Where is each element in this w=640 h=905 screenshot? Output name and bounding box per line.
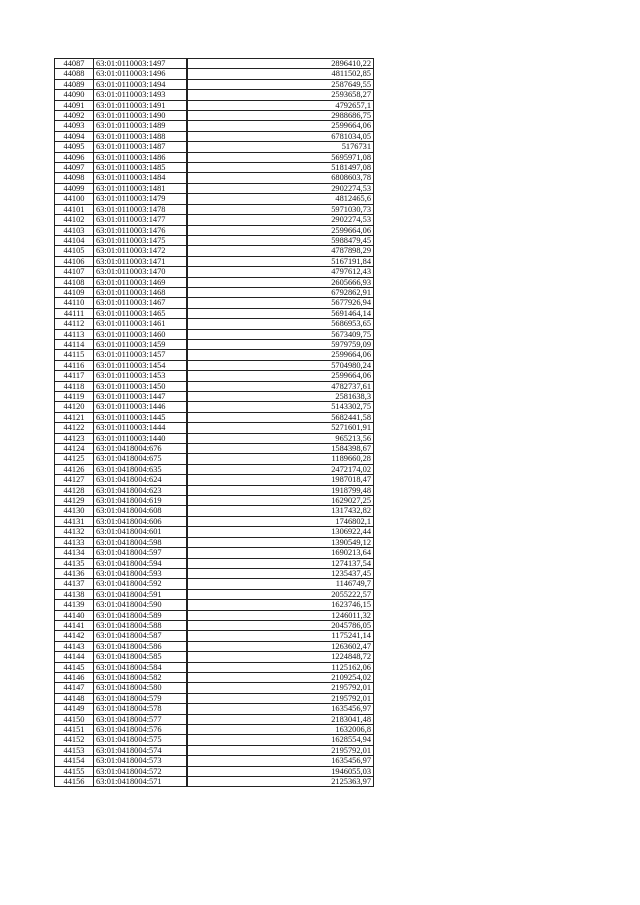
table-row <box>55 423 374 433</box>
cadastral-value-cell: 5691464,14 <box>187 308 374 318</box>
table-row <box>55 777 374 787</box>
row-number-cell: 44104 <box>55 235 94 245</box>
table-row <box>55 704 374 714</box>
row-number-cell: 44100 <box>55 194 94 204</box>
row-number-cell: 44122 <box>55 423 94 433</box>
row-number-cell: 44145 <box>55 662 94 672</box>
cadastral-value-cell: 965213,56 <box>187 433 374 443</box>
cadastral-value-cell: 1235437,45 <box>187 568 374 578</box>
cadastral-number-cell: 63:01:0110003:1489 <box>94 121 188 131</box>
cadastral-value-cell: 2599664,06 <box>187 371 374 381</box>
cadastral-number-cell: 63:01:0418004:577 <box>94 714 188 724</box>
table-body <box>55 59 374 787</box>
cadastral-value-cell: 5167191,84 <box>187 256 374 266</box>
cadastral-number-cell: 63:01:0418004:588 <box>94 620 188 630</box>
row-number-cell: 44141 <box>55 620 94 630</box>
cadastral-number-cell: 63:01:0110003:1479 <box>94 194 188 204</box>
cadastral-value-cell: 4782737,61 <box>187 381 374 391</box>
cadastral-value-cell: 4812465,6 <box>187 194 374 204</box>
table-row <box>55 173 374 183</box>
cadastral-value-cell: 5677926,94 <box>187 298 374 308</box>
table-row <box>55 319 374 329</box>
table-row <box>55 454 374 464</box>
row-number-cell: 44099 <box>55 183 94 193</box>
table-row <box>55 756 374 766</box>
row-number-cell: 44149 <box>55 704 94 714</box>
row-number-cell: 44146 <box>55 672 94 682</box>
cadastral-value-cell: 1946055,03 <box>187 766 374 776</box>
table-row <box>55 329 374 339</box>
cadastral-value-cell: 1623746,15 <box>187 600 374 610</box>
table-row <box>55 745 374 755</box>
cadastral-number-cell: 63:01:0110003:1493 <box>94 90 188 100</box>
cadastral-value-cell: 6808603,78 <box>187 173 374 183</box>
table-row <box>55 516 374 526</box>
row-number-cell: 44155 <box>55 766 94 776</box>
cadastral-value-cell: 1146749,7 <box>187 579 374 589</box>
table-row <box>55 485 374 495</box>
row-number-cell: 44136 <box>55 568 94 578</box>
cadastral-value-cell: 1246011,32 <box>187 610 374 620</box>
table-row <box>55 766 374 776</box>
cadastral-number-cell: 63:01:0110003:1447 <box>94 392 188 402</box>
table-row <box>55 100 374 110</box>
table-row <box>55 600 374 610</box>
cadastral-value-cell: 2195792,01 <box>187 745 374 755</box>
table-row <box>55 641 374 651</box>
cadastral-number-cell: 63:01:0110003:1453 <box>94 371 188 381</box>
document-page <box>54 58 374 787</box>
table-row <box>55 464 374 474</box>
table-row <box>55 537 374 547</box>
cadastral-value-cell: 1690213,64 <box>187 548 374 558</box>
cadastral-value-cell: 6781034,05 <box>187 131 374 141</box>
row-number-cell: 44139 <box>55 600 94 610</box>
table-row <box>55 79 374 89</box>
cadastral-number-cell: 63:01:0418004:585 <box>94 652 188 662</box>
table-row <box>55 725 374 735</box>
cadastral-number-cell: 63:01:0418004:624 <box>94 475 188 485</box>
row-number-cell: 44129 <box>55 496 94 506</box>
cadastral-value-cell: 2109254,02 <box>187 672 374 682</box>
row-number-cell: 44152 <box>55 735 94 745</box>
cadastral-value-cell: 1189660,28 <box>187 454 374 464</box>
row-number-cell: 44091 <box>55 100 94 110</box>
cadastral-value-cell: 5695971,08 <box>187 152 374 162</box>
cadastral-value-cell: 1987018,47 <box>187 475 374 485</box>
table-row <box>55 183 374 193</box>
cadastral-number-cell: 63:01:0418004:584 <box>94 662 188 672</box>
cadastral-number-cell: 63:01:0110003:1461 <box>94 319 188 329</box>
cadastral-value-cell: 2599664,06 <box>187 350 374 360</box>
table-row <box>55 568 374 578</box>
cadastral-value-cell: 1390549,12 <box>187 537 374 547</box>
table-row <box>55 152 374 162</box>
cadastral-number-cell: 63:01:0418004:597 <box>94 548 188 558</box>
table-row <box>55 267 374 277</box>
cadastral-number-cell: 63:01:0110003:1472 <box>94 246 188 256</box>
cadastral-number-cell: 63:01:0110003:1471 <box>94 256 188 266</box>
cadastral-value-cell: 1918799,48 <box>187 485 374 495</box>
cadastral-number-cell: 63:01:0110003:1460 <box>94 329 188 339</box>
table-row <box>55 204 374 214</box>
cadastral-value-cell: 1317432,82 <box>187 506 374 516</box>
cadastral-value-cell: 2581638,3 <box>187 392 374 402</box>
row-number-cell: 44111 <box>55 308 94 318</box>
row-number-cell: 44150 <box>55 714 94 724</box>
table-row <box>55 90 374 100</box>
row-number-cell: 44134 <box>55 548 94 558</box>
cadastral-number-cell: 63:01:0110003:1491 <box>94 100 188 110</box>
cadastral-number-cell: 63:01:0110003:1446 <box>94 402 188 412</box>
row-number-cell: 44123 <box>55 433 94 443</box>
cadastral-value-cell: 4797612,43 <box>187 267 374 277</box>
table-row <box>55 506 374 516</box>
cadastral-number-cell: 63:01:0110003:1475 <box>94 235 188 245</box>
cadastral-value-cell: 2599664,06 <box>187 121 374 131</box>
cadastral-number-cell: 63:01:0418004:676 <box>94 444 188 454</box>
cadastral-number-cell: 63:01:0110003:1481 <box>94 183 188 193</box>
cadastral-number-cell: 63:01:0418004:592 <box>94 579 188 589</box>
table-row <box>55 672 374 682</box>
cadastral-value-cell: 5682441,58 <box>187 412 374 422</box>
table-row <box>55 433 374 443</box>
cadastral-number-cell: 63:01:0418004:582 <box>94 672 188 682</box>
cadastral-value-cell: 1628554,94 <box>187 735 374 745</box>
cadastral-number-cell: 63:01:0110003:1440 <box>94 433 188 443</box>
cadastral-number-cell: 63:01:0110003:1490 <box>94 111 188 121</box>
cadastral-number-cell: 63:01:0418004:586 <box>94 641 188 651</box>
cadastral-value-cell: 1175241,14 <box>187 631 374 641</box>
cadastral-number-cell: 63:01:0418004:578 <box>94 704 188 714</box>
row-number-cell: 44112 <box>55 319 94 329</box>
cadastral-number-cell: 63:01:0418004:598 <box>94 537 188 547</box>
cadastral-value-cell: 5271601,91 <box>187 423 374 433</box>
row-number-cell: 44098 <box>55 173 94 183</box>
cadastral-value-cell: 5686953,65 <box>187 319 374 329</box>
row-number-cell: 44106 <box>55 256 94 266</box>
cadastral-value-cell: 4811502,85 <box>187 69 374 79</box>
cadastral-number-cell: 63:01:0110003:1477 <box>94 215 188 225</box>
cadastral-number-cell: 63:01:0110003:1486 <box>94 152 188 162</box>
cadastral-value-cell: 1746802,1 <box>187 516 374 526</box>
table-row <box>55 735 374 745</box>
cadastral-number-cell: 63:01:0110003:1457 <box>94 350 188 360</box>
row-number-cell: 44115 <box>55 350 94 360</box>
row-number-cell: 44119 <box>55 392 94 402</box>
cadastral-number-cell: 63:01:0110003:1487 <box>94 142 188 152</box>
cadastral-number-cell: 63:01:0418004:576 <box>94 725 188 735</box>
table-row <box>55 475 374 485</box>
table-row <box>55 579 374 589</box>
cadastral-number-cell: 63:01:0418004:574 <box>94 745 188 755</box>
cadastral-value-cell: 1629027,25 <box>187 496 374 506</box>
table-row <box>55 59 374 69</box>
cadastral-value-cell: 2896410,22 <box>187 59 374 69</box>
row-number-cell: 44132 <box>55 527 94 537</box>
table-row <box>55 142 374 152</box>
cadastral-value-cell: 4787898,29 <box>187 246 374 256</box>
cadastral-number-cell: 63:01:0110003:1444 <box>94 423 188 433</box>
table-row <box>55 350 374 360</box>
table-row <box>55 683 374 693</box>
row-number-cell: 44103 <box>55 225 94 235</box>
row-number-cell: 44117 <box>55 371 94 381</box>
row-number-cell: 44126 <box>55 464 94 474</box>
row-number-cell: 44088 <box>55 69 94 79</box>
cadastral-value-cell: 2195792,01 <box>187 683 374 693</box>
cadastral-value-cell: 5176731 <box>187 142 374 152</box>
table-row <box>55 277 374 287</box>
cadastral-value-cell: 2045786,05 <box>187 620 374 630</box>
row-number-cell: 44135 <box>55 558 94 568</box>
table-row <box>55 215 374 225</box>
row-number-cell: 44131 <box>55 516 94 526</box>
table-row <box>55 589 374 599</box>
cadastral-value-cell: 1125162,06 <box>187 662 374 672</box>
cadastral-value-cell: 1635456,97 <box>187 756 374 766</box>
table-row <box>55 412 374 422</box>
table-row <box>55 662 374 672</box>
cadastral-number-cell: 63:01:0418004:619 <box>94 496 188 506</box>
cadastral-number-cell: 63:01:0418004:579 <box>94 693 188 703</box>
cadastral-number-cell: 63:01:0110003:1467 <box>94 298 188 308</box>
cadastral-number-cell: 63:01:0418004:589 <box>94 610 188 620</box>
cadastral-value-cell: 2902274,53 <box>187 183 374 193</box>
cadastral-number-cell: 63:01:0110003:1454 <box>94 360 188 370</box>
cadastral-number-cell: 63:01:0110003:1476 <box>94 225 188 235</box>
cadastral-value-cell: 2988686,75 <box>187 111 374 121</box>
row-number-cell: 44108 <box>55 277 94 287</box>
cadastral-value-cell: 5979759,09 <box>187 339 374 349</box>
cadastral-number-cell: 63:01:0110003:1488 <box>94 131 188 141</box>
row-number-cell: 44109 <box>55 287 94 297</box>
table-row <box>55 620 374 630</box>
table-row <box>55 287 374 297</box>
table-row <box>55 444 374 454</box>
row-number-cell: 44148 <box>55 693 94 703</box>
cadastral-value-cell: 2055222,57 <box>187 589 374 599</box>
cadastral-number-cell: 63:01:0110003:1494 <box>94 79 188 89</box>
cadastral-number-cell: 63:01:0418004:594 <box>94 558 188 568</box>
table-row <box>55 111 374 121</box>
row-number-cell: 44153 <box>55 745 94 755</box>
cadastral-value-cell: 1635456,97 <box>187 704 374 714</box>
row-number-cell: 44137 <box>55 579 94 589</box>
table-row <box>55 194 374 204</box>
row-number-cell: 44128 <box>55 485 94 495</box>
table-row <box>55 163 374 173</box>
cadastral-value-cell: 2125363,97 <box>187 777 374 787</box>
row-number-cell: 44090 <box>55 90 94 100</box>
row-number-cell: 44124 <box>55 444 94 454</box>
table-row <box>55 298 374 308</box>
table-row <box>55 652 374 662</box>
cadastral-number-cell: 63:01:0110003:1468 <box>94 287 188 297</box>
cadastral-number-cell: 63:01:0418004:587 <box>94 631 188 641</box>
cadastral-value-cell: 6792862,91 <box>187 287 374 297</box>
table-row <box>55 121 374 131</box>
table-row <box>55 693 374 703</box>
cadastral-value-cell: 2902274,53 <box>187 215 374 225</box>
cadastral-number-cell: 63:01:0418004:608 <box>94 506 188 516</box>
cadastral-number-cell: 63:01:0110003:1465 <box>94 308 188 318</box>
table-row <box>55 381 374 391</box>
table-row <box>55 496 374 506</box>
cadastral-value-cell: 2472174,02 <box>187 464 374 474</box>
table-row <box>55 131 374 141</box>
row-number-cell: 44120 <box>55 402 94 412</box>
row-number-cell: 44125 <box>55 454 94 464</box>
table-row <box>55 360 374 370</box>
row-number-cell: 44121 <box>55 412 94 422</box>
table-row <box>55 631 374 641</box>
cadastral-number-cell: 63:01:0418004:571 <box>94 777 188 787</box>
cadastral-number-cell: 63:01:0110003:1445 <box>94 412 188 422</box>
cadastral-value-cell: 2599664,06 <box>187 225 374 235</box>
cadastral-number-cell: 63:01:0110003:1478 <box>94 204 188 214</box>
row-number-cell: 44094 <box>55 131 94 141</box>
cadastral-value-cell: 2593658,27 <box>187 90 374 100</box>
row-number-cell: 44102 <box>55 215 94 225</box>
row-number-cell: 44087 <box>55 59 94 69</box>
table-row <box>55 714 374 724</box>
row-number-cell: 44140 <box>55 610 94 620</box>
table-row <box>55 308 374 318</box>
row-number-cell: 44154 <box>55 756 94 766</box>
cadastral-value-cell: 5143302,75 <box>187 402 374 412</box>
row-number-cell: 44144 <box>55 652 94 662</box>
cadastral-number-cell: 63:01:0418004:575 <box>94 735 188 745</box>
table-row <box>55 371 374 381</box>
row-number-cell: 44101 <box>55 204 94 214</box>
row-number-cell: 44147 <box>55 683 94 693</box>
row-number-cell: 44093 <box>55 121 94 131</box>
cadastral-number-cell: 63:01:0110003:1496 <box>94 69 188 79</box>
cadastral-value-cell: 4792657,1 <box>187 100 374 110</box>
cadastral-value-cell: 1632006,8 <box>187 725 374 735</box>
table-row <box>55 225 374 235</box>
cadastral-number-cell: 63:01:0110003:1459 <box>94 339 188 349</box>
cadastral-value-cell: 1224848,72 <box>187 652 374 662</box>
cadastral-number-cell: 63:01:0110003:1469 <box>94 277 188 287</box>
row-number-cell: 44151 <box>55 725 94 735</box>
cadastral-value-cell: 5988479,45 <box>187 235 374 245</box>
cadastral-number-cell: 63:01:0418004:572 <box>94 766 188 776</box>
cadastral-value-table <box>54 58 374 787</box>
row-number-cell: 44089 <box>55 79 94 89</box>
table-row <box>55 527 374 537</box>
cadastral-number-cell: 63:01:0418004:573 <box>94 756 188 766</box>
table-row <box>55 548 374 558</box>
row-number-cell: 44097 <box>55 163 94 173</box>
cadastral-number-cell: 63:01:0110003:1484 <box>94 173 188 183</box>
cadastral-value-cell: 2195792,01 <box>187 693 374 703</box>
cadastral-value-cell: 5704980,24 <box>187 360 374 370</box>
table-row <box>55 392 374 402</box>
table-row <box>55 339 374 349</box>
cadastral-value-cell: 1584398,67 <box>187 444 374 454</box>
cadastral-value-cell: 5971030,73 <box>187 204 374 214</box>
cadastral-number-cell: 63:01:0110003:1470 <box>94 267 188 277</box>
table-row <box>55 235 374 245</box>
row-number-cell: 44138 <box>55 589 94 599</box>
table-row <box>55 610 374 620</box>
cadastral-number-cell: 63:01:0418004:593 <box>94 568 188 578</box>
cadastral-number-cell: 63:01:0418004:635 <box>94 464 188 474</box>
cadastral-value-cell: 5181497,08 <box>187 163 374 173</box>
cadastral-value-cell: 1274137,54 <box>187 558 374 568</box>
row-number-cell: 44156 <box>55 777 94 787</box>
cadastral-number-cell: 63:01:0110003:1485 <box>94 163 188 173</box>
row-number-cell: 44095 <box>55 142 94 152</box>
row-number-cell: 44110 <box>55 298 94 308</box>
table-row <box>55 69 374 79</box>
row-number-cell: 44092 <box>55 111 94 121</box>
row-number-cell: 44127 <box>55 475 94 485</box>
cadastral-number-cell: 63:01:0110003:1497 <box>94 59 188 69</box>
row-number-cell: 44105 <box>55 246 94 256</box>
table-row <box>55 246 374 256</box>
cadastral-value-cell: 2183041,48 <box>187 714 374 724</box>
table-row <box>55 558 374 568</box>
row-number-cell: 44133 <box>55 537 94 547</box>
cadastral-value-cell: 1306922,44 <box>187 527 374 537</box>
row-number-cell: 44107 <box>55 267 94 277</box>
row-number-cell: 44116 <box>55 360 94 370</box>
cadastral-number-cell: 63:01:0418004:601 <box>94 527 188 537</box>
row-number-cell: 44113 <box>55 329 94 339</box>
cadastral-value-cell: 2587649,55 <box>187 79 374 89</box>
cadastral-number-cell: 63:01:0418004:591 <box>94 589 188 599</box>
row-number-cell: 44130 <box>55 506 94 516</box>
table-row <box>55 402 374 412</box>
row-number-cell: 44114 <box>55 339 94 349</box>
cadastral-number-cell: 63:01:0418004:623 <box>94 485 188 495</box>
cadastral-value-cell: 1263602,47 <box>187 641 374 651</box>
row-number-cell: 44143 <box>55 641 94 651</box>
cadastral-number-cell: 63:01:0110003:1450 <box>94 381 188 391</box>
cadastral-number-cell: 63:01:0418004:606 <box>94 516 188 526</box>
row-number-cell: 44096 <box>55 152 94 162</box>
row-number-cell: 44118 <box>55 381 94 391</box>
cadastral-number-cell: 63:01:0418004:580 <box>94 683 188 693</box>
cadastral-number-cell: 63:01:0418004:590 <box>94 600 188 610</box>
cadastral-value-cell: 5673409,75 <box>187 329 374 339</box>
cadastral-number-cell: 63:01:0418004:675 <box>94 454 188 464</box>
cadastral-value-cell: 2605666,93 <box>187 277 374 287</box>
row-number-cell: 44142 <box>55 631 94 641</box>
table-row <box>55 256 374 266</box>
